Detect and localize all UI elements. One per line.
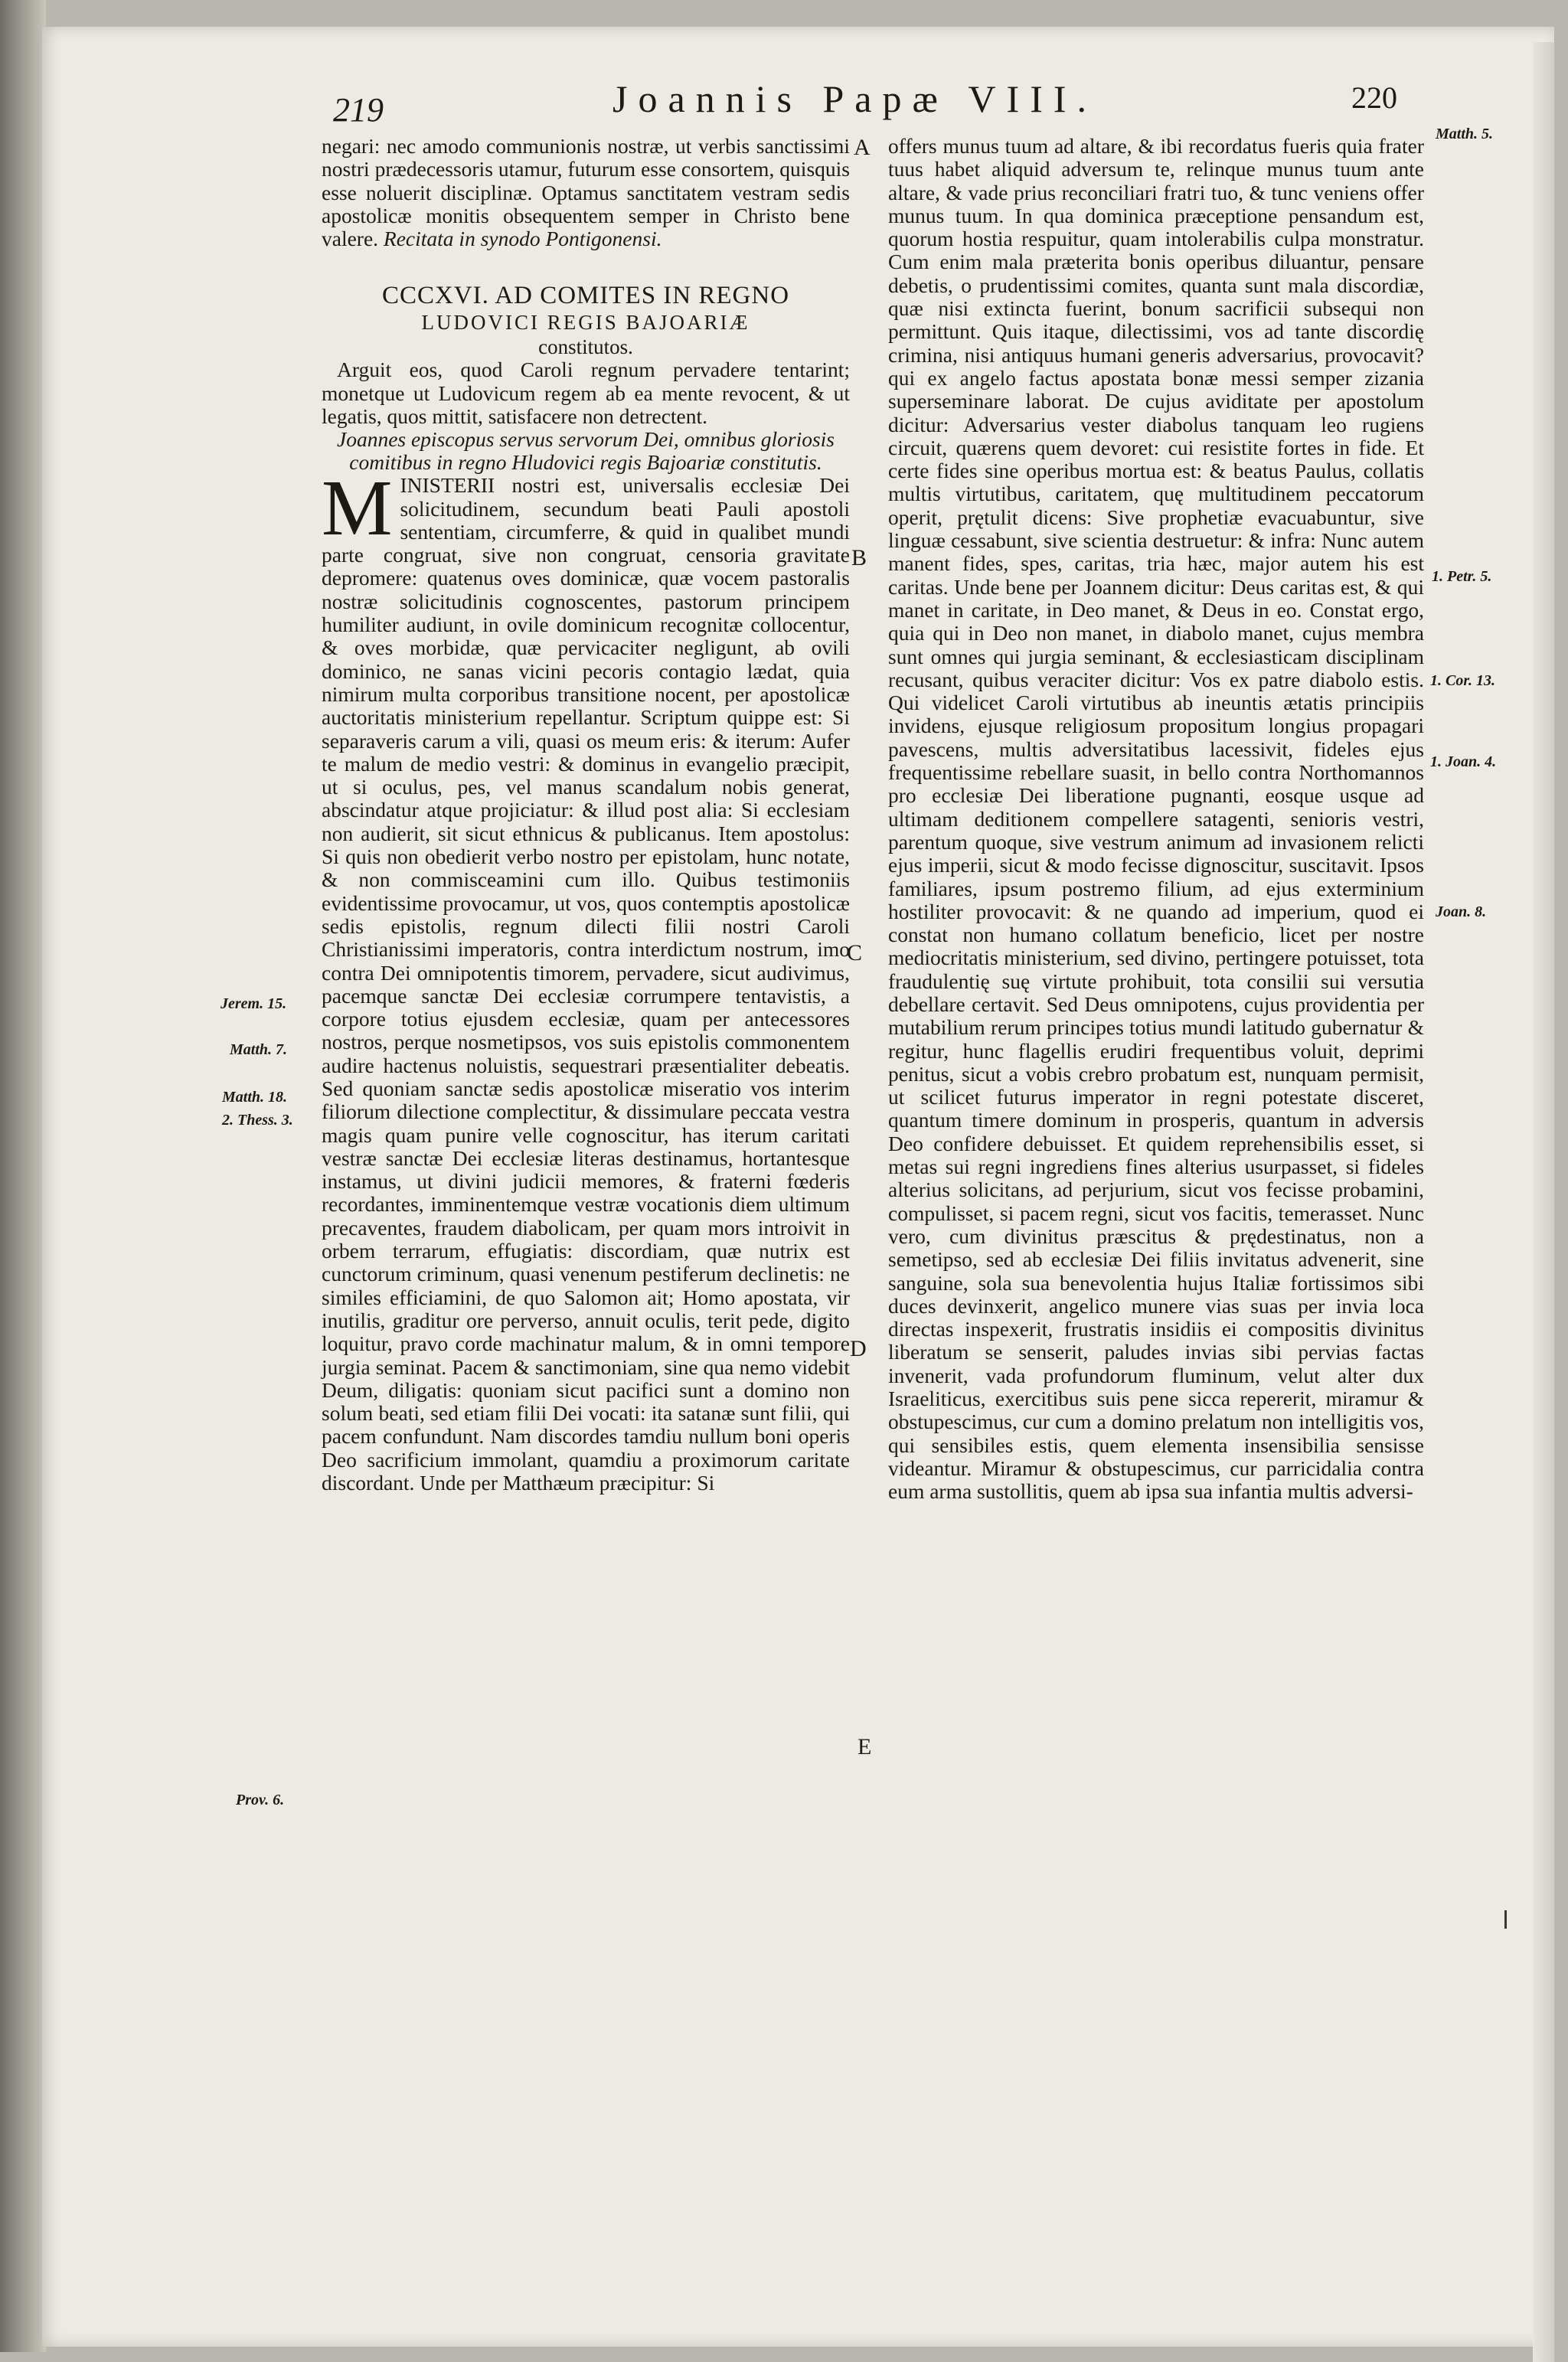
marginal-ref-matth-7: Matth. 7. [230, 1041, 288, 1058]
letter-subtitle-2: constitutos. [538, 335, 633, 359]
section-letter-e: E [858, 1734, 872, 1759]
recitata-note: Recitata in synodo Pontigonensi. [383, 227, 662, 251]
section-letter-d: D [850, 1336, 867, 1361]
marginal-ref-cor: 1. Cor. 13. [1430, 672, 1496, 689]
marginal-ref-joan-4: 1. Joan. 4. [1430, 753, 1497, 770]
marginal-ref-matth-5: Matth. 5. [1436, 126, 1494, 142]
letter-body-text: INISTERII nostri est, universalis ecclesiæ Dei solicitudinem, secundum beati Pauli apostoli sententiam, circumferre, & quid in qualibet mundi parte congruat, sive non congruat, censoria gravitate depromere: quatenus oves dominicæ, quæ vocem pastoralis nostræ solicitudinis cognoscentes, pastorum principem humiliter audiunt, in ovile dominicum recognitæ collocentur, & oves morbidæ, quæ pervicaciter negligunt, ab ovili dominico, ne sanas vicini pecoris contagio lædat, quia nimirum multa corporibus transitione nocent, per apostolicæ auctoritatis ministerium repellantur. Scriptum quippe est: Si separaveris carum a vili, quasi os meum eris: & iterum: Aufer te malum de medio vestri: & dominus in evangelio præcipit, ut si oculus, pes, vel manus scandalum nobis generat, abscindatur atque projiciatur: & illud post alia: Si ecclesiam non audierit, sit sicut ethnicus & publicanus. Item apostolus: Si quis non obedierit verbo nostro per epistolam, hunc notate, & non commisceamini cum illo. Quibus testimoniis evidentissime provocamur, ut vos, quos contemptis apostolicæ sedis epistolis, regnum dilecti filii nostri Caroli Christianissimi imperatoris, contra interdictum nostrum, imo contra Dei omnipotentis timorem, pervadere, sicut audivimus, pacemque sanctæ Dei ecclesiæ corrumpere tentavistis, a corpore totius ejusdem ecclesiæ, quam per antecessores nostros, perque nosmetipsos, vos suis epistolis commonentem audire hactenus noluistis, sequestrari præsentialiter debeatis. Sed quoniam sanctæ sedis apostolicæ miseratio vos interim filiorum dilectione complectitur, & dissimulare peccata vestra magis quam punire velle cognoscitur, has iterum caritati vestræ sanctæ Dei ecclesiæ literas destinamus, hortantesque instamus, ut divini judicii memores, & fraterni fœderis recordantes, imminentemque vestræ vocationis diem ultimum precaventes, fraudem diabolicam, per quam mors introivit in orbem terrarum, effugiatis: discordiam, quæ nutrix est cunctorum criminum, quasi venenum pestiferum declinetis: ne similes efficiamini, de quo Salomon ait; Homo apostata, vir inutilis, graditur ore perverso, annuit oculis, terit pede, digito loquitur, pravo corde machinatur malum, & in omni tempore jurgia seminat. Pacem & sanctimoniam, sine qua nemo videbit Deum, diligatis: quoniam sicut pacifici sunt a domino non solum beati, sed etiam filii Dei vocati: ita satanæ sunt filii, qui pacem confundunt. Nam discordes tamdiu nullum boni operis Deo sacrificium immolant, quamdiu a proximorum caritate discordant. Unde per Matthæum præcipitur: Si [322, 473, 850, 1495]
right-column [888, 135, 1424, 1504]
closing-text: negari: nec amodo communionis nostræ, ut verbis sanctissimi nostri prædecessoris utamur, futurum esse consortem, quisquis esse noluerit disciplinæ. Optamus sanctitatem vestram sedis apostolicæ monitis obsequentem semper in Christo bene valere. [322, 134, 850, 251]
letter-subtitle: LUDOVICI REGIS BAJOARIÆ [421, 310, 750, 334]
page-number-left: 219 [333, 91, 384, 129]
left-column [322, 135, 850, 1495]
book-gutter [0, 0, 46, 2352]
marginal-ref-jerem: Jerem. 15. [220, 995, 287, 1012]
page-edge [1533, 42, 1554, 2362]
letter-title: CCCXVI. AD COMITES IN REGNO [381, 282, 790, 310]
marginal-ref-prov: Prov. 6. [236, 1792, 285, 1808]
marginal-ref-joan-8: Joan. 8. [1436, 903, 1487, 920]
ink-mark [1504, 1910, 1507, 1929]
drop-cap: M [322, 464, 393, 553]
marginal-ref-matth-18: Matth. 18. [222, 1089, 288, 1106]
section-letter-c: C [847, 940, 863, 965]
letter-closing [322, 135, 850, 250]
letter-argument: Arguit eos, quod Caroli regnum pervadere tentarint; monetque ut Ludovicum regem ab ea mente revocent, & ut legatis, quos mittit, satisfacere non detrectent. [322, 358, 850, 428]
right-column-text: offers munus tuum ad altare, & ibi recordatus fueris quia frater tuus habet aliquid adversum te, relinque munus tuum ante altare, & vade prius reconciliari fratri tuo, & tunc veniens offer munus tuum. In qua dominica præceptione pensandum est, quorum hostia respuitur, quam intolerabilis culpa monstratur. Cum enim mala præterita bonis operibus diluantur, pensare debetis, o prudentissimi comites, quanta sunt mala discordiæ, quæ nisi extincta fuerint, bonum sacrificii subsequi non permittunt. Quis itaque, dilectissimi, vos ad tante discordię crimina, nisi antiquus humani generis adversarius, provocavit? qui ex angelo factus apostata bonæ messi semper zizania superseminare laborat. De cujus aviditate per apostolum dicitur: Adversarius vester diabolus tanquam leo rugiens circuit, quærens quem devoret: cui resistite fortes in fide. Et certe fides sine operibus mortua est: & beatus Paulus, collatis multis virtutibus, caritatem, quę multitudinem peccatorum operit, prętulit dicens: Sive prophetiæ evacuabuntur, sive linguæ cessabunt, sive scientia destruetur: & infra: Nunc autem manent fides, spes, caritas, tria hæc, major autem his est caritas. Unde bene per Joannem dicitur: Deus caritas est, & qui manet in caritate, in Deo manet, & Deus in eo. Constat ergo, quia qui in Deo non manet, in diabolo manet, cujus membra sunt omnes qui jurgia seminant, & ecclesiasticam disciplinam recusant, quibus veraciter dicitur: Vos ex patre diabolo estis. Qui videlicet Caroli virtutibus ab ineuntis ætatis principiis invidens, ejusque religiosum propositum longius propagari pavescens, multis adversitatibus lacessivit, fideles ejus frequentissime rebellare suasit, in bello contra Northomannos pro ecclesiæ Dei liberatione pugnanti, eosque usque ad ultimam deditionem compellere satagenti, senioris vestri, parentum quoque, sive vestrum animum ad invasionem relicti ejus imperii, sicut & modo fecisse dignoscitur, suscitavit. Ipsos familiares, ipsum postremo filium, ad ejus exterminium hostiliter provocavit: & ne quando ad imperium, quod ei constat non humano collatum beneficio, licet per nostre mediocritatis ministerium, sed divino, pertingere potuisset, tota fraudulentię suę virtute prohibuit, tota consilii sui versutia debellare certavit. Sed Deus omnipotens, cujus providentia per mutabilium rerum principes totius mundi latitudo gubernatur & regitur, hunc flagellis erudiri frequentibus voluit, deprimi penitus, sicut a vobis crebro probatum est, nunquam permisit, ut scilicet futurus imperator in regni potestate disceret, quantum timere dominum in prosperis, quantum in adversis Deo confidere debuisset. Et quidem reprehensibilis esset, si metas sui regni ingrediens fines alterius usurpasset, si fideles alterius solicitans, ad perjurium, sicut vos fecisse probamini, compulisset, si pacem regni, sicut vos facitis, temerasset. Nunc vero, cum divinitus præscitus & prędestinatus, non a semetipso, sed ab ecclesiæ Dei filiis invitatus advenerit, sine sanguine, sola sua benevolentia hujus Italiæ fortissimos sibi duces devinxerit, angelico munere vias suas per invia loca directas inspexerit, frustratis insidiis ei compositis divinitus liberatum se senserit, paludes invias sibi pervias factas invenerit, vada profundorum fluminum, velut alter dux Israeliticus, exercitibus suis pene sicca repererit, miramur & obstupescimus, cur cum a domino prelatum non intelligitis vos, qui sensibiles estis, quem elementa insensibilia sensisse videantur. Miramur & obstupescimus, cur parricidalia contra eum arma sustollitis, quem ab ipsa sua infantia multis adversi- [888, 134, 1424, 1504]
letter-body [322, 464, 850, 1495]
letter-salutation: Joannes episcopus servus servorum Dei, omnibus gloriosis comitibus in regno Hludovici regis Bajoariæ constitutis. [336, 427, 835, 475]
running-head: Joannis Papæ VIII. [612, 77, 1098, 120]
section-letter-a: A [854, 135, 871, 160]
marginal-ref-thess: 2. Thess. 3. [222, 1112, 293, 1129]
section-letter-b: B [851, 545, 867, 570]
page-number-right: 220 [1351, 80, 1397, 115]
marginal-ref-petr: 1. Petr. 5. [1432, 568, 1492, 585]
